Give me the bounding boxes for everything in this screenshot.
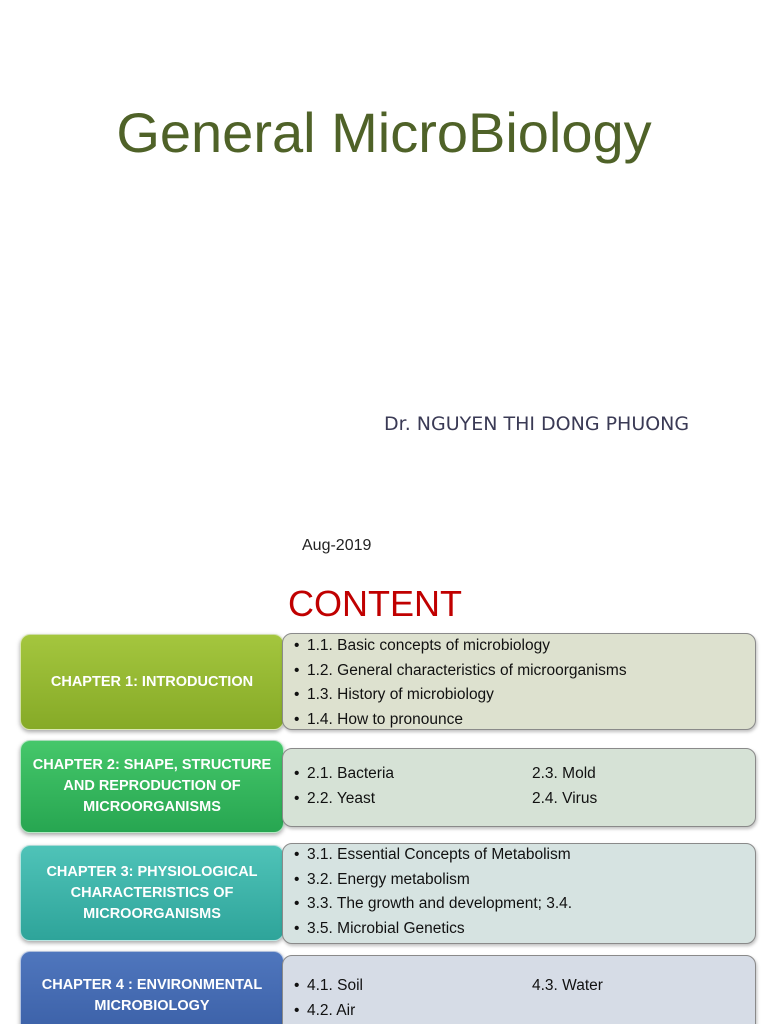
chapter-2-box: CHAPTER 2: SHAPE, STRUCTURE AND REPRODUCTION OF MICROORGANISMS <box>20 740 284 833</box>
topic-item <box>307 974 755 999</box>
topic-item: • 1.1. Basic concepts of microbiology <box>307 634 755 659</box>
topic-item: • 3.2. Energy metabolism <box>307 868 755 893</box>
topic-left: 2.1. Bacteria <box>307 765 395 782</box>
topic-item <box>307 762 755 787</box>
content-heading: CONTENT <box>288 583 462 624</box>
topic-item: • 1.4. How to pronounce <box>307 708 755 733</box>
date-label: Aug-2019 <box>302 537 372 554</box>
topic-item: • 3.3. The growth and development; 3.4. <box>307 892 755 917</box>
topic-item: • 1.2. General characteristics of microorganisms <box>307 659 755 684</box>
topic-item: • 4.2. Air <box>307 999 755 1024</box>
topic-right: 4.3. Water <box>532 977 603 994</box>
topic-item: • 3.1. Essential Concepts of Metabolism <box>307 843 755 868</box>
topic-right: 2.4. Virus <box>532 789 598 807</box>
chapter-1-box: CHAPTER 1: INTRODUCTION <box>20 634 284 730</box>
topic-left: 2.2. Yeast <box>307 789 376 807</box>
chapter-4-topics <box>282 955 756 1024</box>
author-name: Dr. NGUYEN THI DONG PHUONG <box>384 413 690 435</box>
chapter-4-box: CHAPTER 4 : ENVIRONMENTAL MICROBIOLOGY <box>20 951 284 1024</box>
topic-left: 4.1. Soil <box>307 977 364 994</box>
chapter-3-box: CHAPTER 3: PHYSIOLOGICAL CHARACTERISTICS OF MICROORGANISMS <box>20 845 284 941</box>
page-title: General MicroBiology <box>116 101 652 164</box>
chapter-1-topics <box>282 633 756 730</box>
chapter-3-topics <box>282 843 756 944</box>
chapter-2-topics <box>282 748 756 827</box>
topic-item <box>307 787 755 812</box>
topic-item: • 1.3. History of microbiology <box>307 683 755 708</box>
topic-item: • 3.5. Microbial Genetics <box>307 917 755 942</box>
topic-right: 2.3. Mold <box>532 765 596 782</box>
